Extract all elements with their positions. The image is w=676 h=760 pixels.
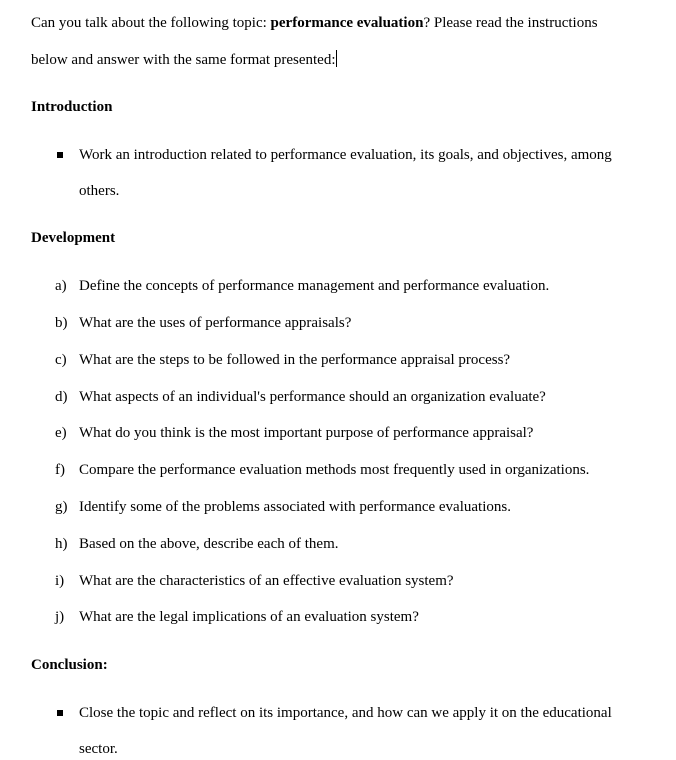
list-item-text: What are the legal implications of an evaluation system? [79, 609, 419, 625]
list-item-marker: c) [55, 352, 67, 368]
introduction-bullet-line-1: Work an introduction related to performance evaluation, its goals, and objectives, among [79, 147, 612, 163]
list-item-text: What are the characteristics of an effective evaluation system? [79, 573, 454, 589]
introduction-bullet-line-2: others. [79, 183, 120, 199]
list-item-text: Based on the above, describe each of them. [79, 536, 339, 552]
introduction-heading: Introduction [31, 99, 113, 115]
conclusion-bullet-line-2: sector. [79, 741, 118, 757]
list-item-marker: b) [55, 315, 68, 331]
list-item-marker: e) [55, 425, 67, 441]
list-item-marker: d) [55, 389, 68, 405]
list-item-marker: f) [55, 462, 65, 478]
intro-text-part1: Can you talk about the following topic: [31, 15, 271, 31]
list-item-marker: j) [55, 609, 65, 625]
list-item-text: What do you think is the most important purpose of performance appraisal? [79, 425, 534, 441]
list-item-text: Define the concepts of performance management and performance evaluation. [79, 278, 550, 294]
intro-text-part2: ? Please read the instructions [423, 15, 598, 31]
topic-text: performance evaluation [270, 15, 424, 31]
list-item-marker: i) [55, 573, 65, 589]
intro-paragraph-line-2 [31, 50, 337, 69]
list-item-text: Compare the performance evaluation methods most frequently used in organizations. [79, 462, 590, 478]
conclusion-heading: Conclusion: [31, 657, 108, 673]
list-item-marker: a) [55, 278, 67, 294]
list-item-text: What aspects of an individual's performance should an organization evaluate? [79, 389, 546, 405]
intro-paragraph-line-1 [31, 14, 598, 32]
text-cursor [336, 50, 337, 67]
list-item-text: Identify some of the problems associated with performance evaluations. [79, 499, 511, 515]
conclusion-bullet-line-1: Close the topic and reflect on its importance, and how can we apply it on the educational [79, 705, 612, 721]
list-item-text: What are the steps to be followed in the performance appraisal process? [79, 352, 511, 368]
square-bullet-icon [57, 152, 63, 158]
intro-text-line2: below and answer with the same format presented: [31, 52, 336, 68]
list-item-marker: g) [55, 499, 68, 515]
list-item-marker: h) [55, 536, 68, 552]
list-item-text: What are the uses of performance appraisals? [79, 315, 352, 331]
development-heading: Development [31, 230, 116, 246]
square-bullet-icon [57, 710, 63, 716]
